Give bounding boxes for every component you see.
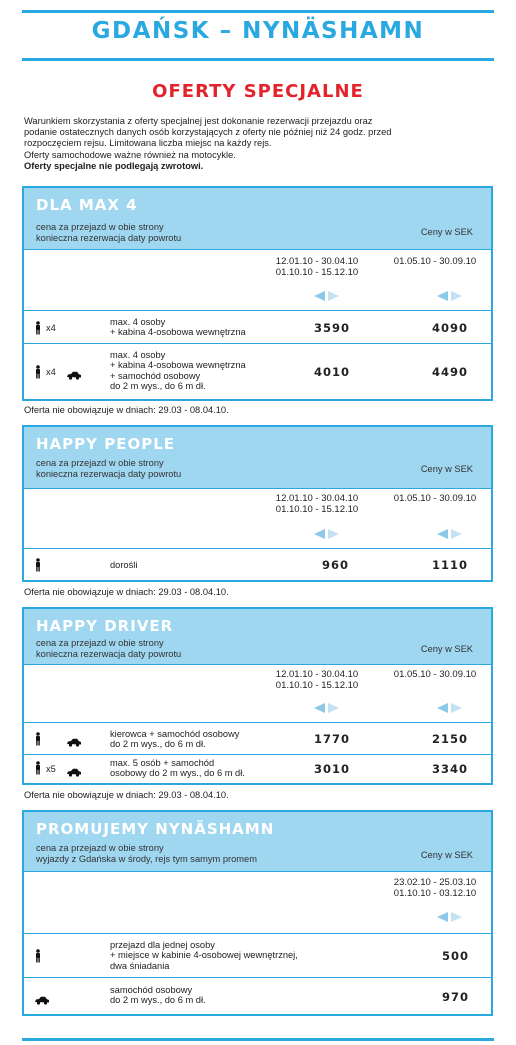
quantity-label: x5 xyxy=(46,764,56,774)
price-row xyxy=(24,723,491,755)
row-description xyxy=(110,729,239,750)
price-value: 4010 xyxy=(314,365,351,379)
price-currency-label: Ceny w SEK xyxy=(420,464,473,474)
price-value: 3010 xyxy=(314,762,351,776)
row-desc-line: przejazd dla jednej osoby xyxy=(110,940,215,950)
page-subtitle: OFERTY SPECJALNE xyxy=(152,81,364,102)
row-desc-line: max. 4 osoby xyxy=(110,317,166,327)
price-row xyxy=(24,978,491,1014)
offer-promujemy-nynashamn xyxy=(22,810,493,1016)
price-currency-label: Ceny w SEK xyxy=(420,850,473,860)
quantity-label: x4 xyxy=(46,323,56,333)
row-desc-line: + miejsce w kabinie 4-osobowej wewnętrznej, xyxy=(110,950,298,961)
offer-title: HAPPY DRIVER xyxy=(36,617,174,635)
price-value: 4090 xyxy=(432,321,469,335)
periods-row xyxy=(24,872,491,934)
row-desc-line: samochód osobowy xyxy=(110,985,193,995)
bottom-rule xyxy=(22,1038,494,1041)
row-desc-line: + kabina 4-osobowa wewnętrzna xyxy=(110,327,246,338)
offer-dla-max-4 xyxy=(22,186,493,401)
offer-description xyxy=(36,638,181,659)
row-desc-line: do 2 m wys., do 6 m dł. xyxy=(110,739,206,750)
offer-desc-line: konieczna rezerwacja daty powrotu xyxy=(36,648,182,659)
period-date: 12.01.10 - 30.04.10 xyxy=(275,493,359,504)
car-icon xyxy=(66,734,82,752)
period-col-1 xyxy=(262,669,372,691)
row-desc-line: + samochód osobowy xyxy=(110,370,201,381)
arrows-icon xyxy=(314,290,342,302)
row-desc-line: kierowca + samochód osobowy xyxy=(110,729,240,739)
periods-row xyxy=(24,250,491,311)
offer-desc-line: cena za przejazd w obie strony xyxy=(36,843,164,853)
period-col-1 xyxy=(262,493,372,515)
offer-note: Oferta nie obowiązuje w dniach: 29.03 - 08.04.10. xyxy=(24,790,229,800)
row-desc-line: max. 5 osób + samochód xyxy=(110,758,215,768)
intro-line: rozpoczęciem rejsu. Limitowana liczba miejsc na każdy rejs. xyxy=(24,138,272,149)
price-value: 1110 xyxy=(432,558,469,572)
offer-note: Oferta nie obowiązuje w dniach: 29.03 - 08.04.10. xyxy=(24,405,229,415)
price-row xyxy=(24,344,491,399)
period-date: 01.05.10 - 30.09.10 xyxy=(393,493,477,504)
row-description xyxy=(110,317,246,338)
arrows-icon xyxy=(437,702,465,714)
arrows-icon xyxy=(437,528,465,540)
period-col-2 xyxy=(380,256,490,267)
offer-description xyxy=(36,843,257,864)
period-col-2 xyxy=(380,669,490,680)
row-desc-line: + kabina 4-osobowa wewnętrzna xyxy=(110,360,246,371)
offer-description xyxy=(36,458,181,479)
price-row xyxy=(24,549,491,580)
arrows-icon xyxy=(437,290,465,302)
row-description xyxy=(110,940,298,971)
offer-title: HAPPY PEOPLE xyxy=(36,435,176,453)
offer-title: PROMUJEMY NYNÄSHAMN xyxy=(36,820,275,838)
person-icon xyxy=(34,558,42,572)
quantity-label: x4 xyxy=(46,367,56,377)
person-icon xyxy=(34,321,42,335)
offer-happy-people xyxy=(22,425,493,582)
price-currency-label: Ceny w SEK xyxy=(420,227,473,237)
periods-row xyxy=(24,665,491,723)
intro-line: podanie ostatecznych danych osób korzystających z oferty nie później niż 24 godz. przed xyxy=(24,127,392,138)
offer-desc-line: cena za przejazd w obie strony xyxy=(36,222,164,232)
offer-header xyxy=(24,427,491,489)
person-icon xyxy=(34,732,42,746)
row-description xyxy=(110,758,245,779)
period-date: 01.10.10 - 15.12.10 xyxy=(275,267,359,278)
car-icon xyxy=(66,764,82,782)
arrows-icon xyxy=(314,702,342,714)
arrows-icon xyxy=(314,528,342,540)
period-date: 01.10.10 - 15.12.10 xyxy=(275,504,359,515)
period-date: 12.01.10 - 30.04.10 xyxy=(275,256,359,267)
person-icon xyxy=(34,365,42,379)
title-rule xyxy=(22,58,494,61)
offer-happy-driver xyxy=(22,607,493,785)
offer-header xyxy=(24,609,491,665)
row-desc-line: dwa śniadania xyxy=(110,960,170,971)
offer-desc-line: konieczna rezerwacja daty powrotu xyxy=(36,468,182,479)
offer-desc-line: konieczna rezerwacja daty powrotu xyxy=(36,232,182,243)
period-date: 23.02.10 - 25.03.10 xyxy=(393,877,477,888)
offer-note: Oferta nie obowiązuje w dniach: 29.03 - 08.04.10. xyxy=(24,587,229,597)
price-value: 2150 xyxy=(432,732,469,746)
offer-description xyxy=(36,222,181,243)
price-value: 1770 xyxy=(314,732,351,746)
row-desc-line: do 2 m wys., do 6 m dł. xyxy=(110,995,206,1006)
price-value: 960 xyxy=(322,558,350,572)
offer-desc-line: cena za przejazd w obie strony xyxy=(36,458,164,468)
period-col-2 xyxy=(380,493,490,504)
price-currency-label: Ceny w SEK xyxy=(420,644,473,654)
price-value: 970 xyxy=(442,990,470,1004)
row-desc-line: max. 4 osoby xyxy=(110,350,166,360)
intro-bold-line: Oferty specjalne nie podlegają zwrotowi. xyxy=(24,160,204,171)
row-desc-line: osobowy do 2 m wys., do 6 m dł. xyxy=(110,768,245,779)
intro-line: Oferty samochodowe ważne również na motocykle. xyxy=(24,149,236,160)
page-title: GDAŃSK – NYNÄSHAMN xyxy=(91,18,425,44)
offer-header xyxy=(24,812,491,872)
period-date: 01.10.10 - 03.12.10 xyxy=(393,888,477,899)
price-row xyxy=(24,755,491,783)
period-date: 12.01.10 - 30.04.10 xyxy=(275,669,359,680)
top-rule xyxy=(22,10,494,13)
price-value: 500 xyxy=(442,949,470,963)
price-row xyxy=(24,311,491,344)
row-description xyxy=(110,985,206,1006)
price-value: 4490 xyxy=(432,365,469,379)
row-description xyxy=(110,560,137,570)
periods-row xyxy=(24,489,491,549)
price-value: 3590 xyxy=(314,321,351,335)
period-date: 01.05.10 - 30.09.10 xyxy=(393,256,477,267)
row-desc-line: do 2 m wys., do 6 m dł. xyxy=(110,380,206,391)
row-description xyxy=(110,350,246,391)
offer-header xyxy=(24,188,491,250)
intro-line: Warunkiem skorzystania z oferty specjalnej jest dokonanie rezerwacji przejazdu oraz xyxy=(24,116,373,126)
car-icon xyxy=(66,367,82,385)
offer-desc-line: cena za przejazd w obie strony xyxy=(36,638,164,648)
person-icon xyxy=(34,949,42,963)
offer-title: DLA MAX 4 xyxy=(36,196,138,214)
period-col-1 xyxy=(262,256,372,278)
row-desc-line: dorośli xyxy=(110,560,138,570)
person-icon xyxy=(34,761,42,775)
intro-text xyxy=(24,116,494,172)
offer-desc-line: wyjazdy z Gdańska w środy, rejs tym samym promem xyxy=(36,853,257,864)
period-date: 01.05.10 - 30.09.10 xyxy=(393,669,477,680)
period-date: 01.10.10 - 15.12.10 xyxy=(275,680,359,691)
arrows-icon xyxy=(437,911,465,923)
car-icon xyxy=(34,992,50,1010)
price-row xyxy=(24,934,491,978)
price-value: 3340 xyxy=(432,762,469,776)
period-col-1 xyxy=(380,877,490,899)
